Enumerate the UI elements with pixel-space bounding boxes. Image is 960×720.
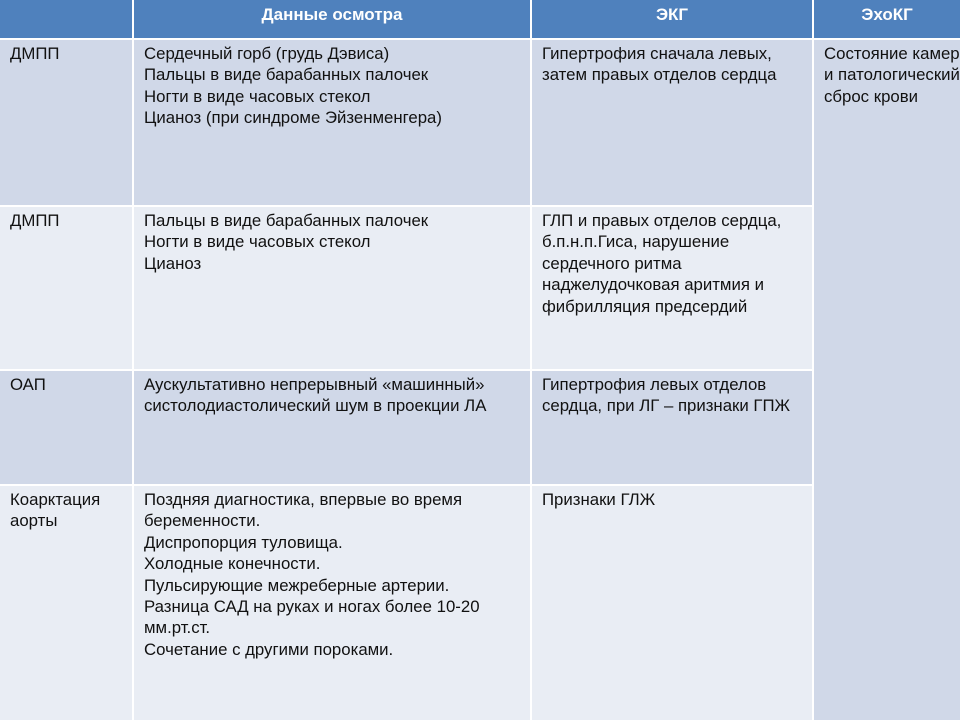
row-3-name: ОАП bbox=[0, 371, 134, 486]
row-1-name: ДМПП bbox=[0, 40, 134, 207]
header-ecg: ЭКГ bbox=[532, 0, 814, 40]
row-2-exam: Пальцы в виде барабанных палочек Ногти в виде часовых стекол Цианоз bbox=[134, 207, 532, 371]
row-1-exam: Сердечный горб (грудь Дэвиса) Пальцы в виде барабанных палочек Ногти в виде часовых стекол Цианоз (при синдроме Эйзенменгера) bbox=[134, 40, 532, 207]
header-cell-empty bbox=[0, 0, 134, 40]
header-echo: ЭхоКГ bbox=[814, 0, 960, 40]
header-exam: Данные осмотра bbox=[134, 0, 532, 40]
row-4-ecg: Признаки ГЛЖ bbox=[532, 486, 814, 720]
row-4-name: Коарктация аорты bbox=[0, 486, 134, 720]
echo-merged-cell: Состояние камер и патологический сброс крови bbox=[814, 40, 960, 720]
row-2-ecg: ГЛП и правых отделов сердца, б.п.н.п.Гиса, нарушение сердечного ритма наджелудочковая аритмия и фибрилляция предсердий bbox=[532, 207, 814, 371]
row-3-exam: Аускультативно непрерывный «машинный» систолодиастолический шум в проекции ЛА bbox=[134, 371, 532, 486]
row-3-ecg: Гипертрофия левых отделов сердца, при ЛГ – признаки ГПЖ bbox=[532, 371, 814, 486]
row-4-exam: Поздняя диагностика, впервые во время беременности. Диспропорция туловища. Холодные конечности. Пульсирующие межреберные артерии. Разница САД на руках и ногах более 10-20 мм.рт.ст. Сочетание с другими пороками. bbox=[134, 486, 532, 720]
row-2-name: ДМПП bbox=[0, 207, 134, 371]
row-1-ecg: Гипертрофия сначала левых, затем правых отделов сердца bbox=[532, 40, 814, 207]
